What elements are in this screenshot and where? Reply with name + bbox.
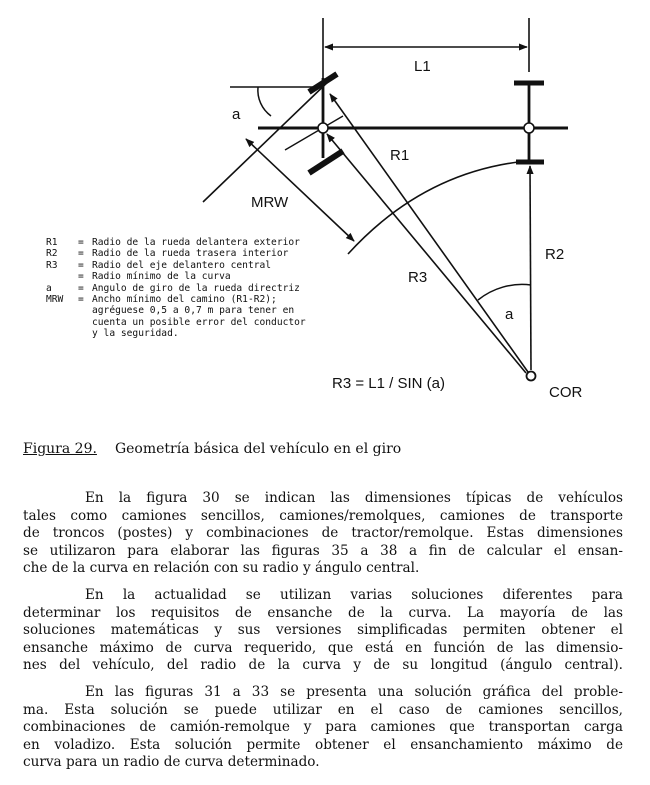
legend-key: R1 — [46, 237, 58, 248]
legend-text: Radio del eje delantero central — [92, 259, 272, 271]
cor-label: COR — [549, 384, 583, 401]
legend-key: MRW — [46, 294, 64, 306]
legend-row — [46, 260, 306, 271]
figure-caption — [23, 441, 401, 457]
steering-angle-arc-center — [478, 284, 531, 300]
paragraph-line: tales como camiones sencillos, camiones/remolques, camiones de transporte — [23, 507, 623, 524]
legend-separator: = — [78, 282, 84, 294]
legend-text: Angulo de giro de la rueda directriz — [92, 282, 300, 294]
front-inner-wheel — [309, 151, 343, 173]
legend-text: Radio mínimo de la curva — [92, 271, 231, 283]
legend-text: y la seguridad. — [92, 328, 179, 340]
legend-separator: = — [78, 259, 84, 271]
legend-row — [46, 317, 306, 328]
mrw-label: MRW — [251, 194, 289, 211]
legend-row — [46, 305, 306, 316]
legend-separator: = — [78, 271, 84, 283]
paragraph-line: En la figura 30 se indican las dimensiones típicas de vehículos — [85, 490, 623, 506]
paragraph-line: en voladizo. Esta solución permite obtener el ensanchamiento máximo de — [23, 736, 623, 753]
legend-key: R2 — [46, 248, 58, 260]
legend-text: cuenta un posible error del conductor — [92, 316, 306, 328]
legend-separator: = — [78, 248, 84, 260]
r1-radius-line — [330, 94, 528, 372]
rear-axle-pivot — [524, 123, 534, 133]
legend-separator: = — [78, 294, 84, 306]
r1-label: R1 — [390, 147, 410, 164]
legend-key: R3 — [46, 259, 58, 271]
r2-radius-line — [530, 166, 531, 370]
legend-row — [46, 283, 306, 294]
l1-label: L1 — [414, 58, 431, 75]
legend-text: Ancho mínimo del camino (R1-R2); — [92, 294, 277, 306]
legend-text: agréguese 0,5 a 0,7 m para tener en — [92, 305, 295, 317]
legend-key — [46, 271, 78, 282]
paragraph-line: ma. Esta solución se puede utilizar en el caso de camiones sencillos, — [23, 701, 623, 718]
legend-row — [46, 271, 306, 282]
legend-separator — [78, 305, 92, 316]
paragraph-line: combinaciones de camión-remolque y para camiones que transportan carga — [23, 719, 623, 736]
legend-key — [46, 328, 78, 339]
steering-angle-arc-top — [258, 87, 271, 116]
r2-label: R2 — [545, 246, 565, 263]
r3-label: R3 — [408, 269, 428, 286]
legend-row — [46, 248, 306, 259]
legend-row — [46, 237, 306, 248]
diagram-legend — [46, 237, 306, 340]
paragraph-line: che de la curva en relación con su radio y ángulo central. — [23, 560, 420, 577]
paragraph-line: de troncos (postes) y combinaciones de tractor/remolque. Estas dimensiones — [23, 525, 623, 542]
legend-key — [46, 317, 78, 328]
paragraph-line: determinar los requisitos de ensanche de la curva. La mayoría de las — [23, 604, 623, 621]
formula-text: R3 = L1 / SIN (a) — [332, 375, 445, 392]
legend-separator: = — [78, 237, 84, 248]
legend-key: a — [46, 282, 52, 294]
paragraph-2 — [23, 587, 623, 675]
legend-key — [46, 305, 78, 316]
legend-row — [46, 294, 306, 305]
legend-separator — [78, 317, 92, 328]
front-axle-pivot — [318, 123, 328, 133]
center-of-rotation-point — [527, 372, 536, 381]
inner-path-arc — [348, 162, 518, 254]
legend-text: Radio de la rueda delantera exterior — [92, 237, 300, 248]
paragraph-line: ensanche máximo de curva requerido, que está en función de las dimensio- — [23, 639, 623, 656]
legend-separator — [78, 328, 92, 339]
paragraph-line: nes del vehículo, del radio de la curva y de su longitud (ángulo central). — [23, 657, 623, 674]
outer-wheel-direction-line — [203, 77, 333, 202]
paragraph-line: En las figuras 31 a 33 se presenta una solución gráfica del proble- — [85, 684, 623, 700]
paragraph-1 — [23, 490, 623, 578]
paragraph-line: soluciones matemáticas y sus versiones simplificadas permiten obtener el — [23, 622, 623, 639]
paragraph-line: curva para un radio de curva determinado. — [23, 754, 320, 771]
figure-title: Geometría básica del vehículo en el giro — [114, 441, 402, 457]
front-axle-perpendicular — [285, 116, 343, 150]
steering-angle-label-center: a — [505, 306, 514, 323]
legend-row — [46, 328, 306, 339]
figure-number: Figura 29. — [23, 441, 97, 457]
paragraph-3 — [23, 684, 623, 772]
legend-text: Radio de la rueda trasera interior — [92, 248, 289, 260]
paragraph-line: En la actualidad se utilizan varias soluciones diferentes para — [85, 587, 623, 603]
paragraph-line: se utilizaron para elaborar las figuras 35 a 38 a fin de calcular el ensan- — [23, 542, 623, 559]
steering-angle-label-top: a — [232, 106, 241, 123]
r3-radius-line — [327, 134, 526, 373]
